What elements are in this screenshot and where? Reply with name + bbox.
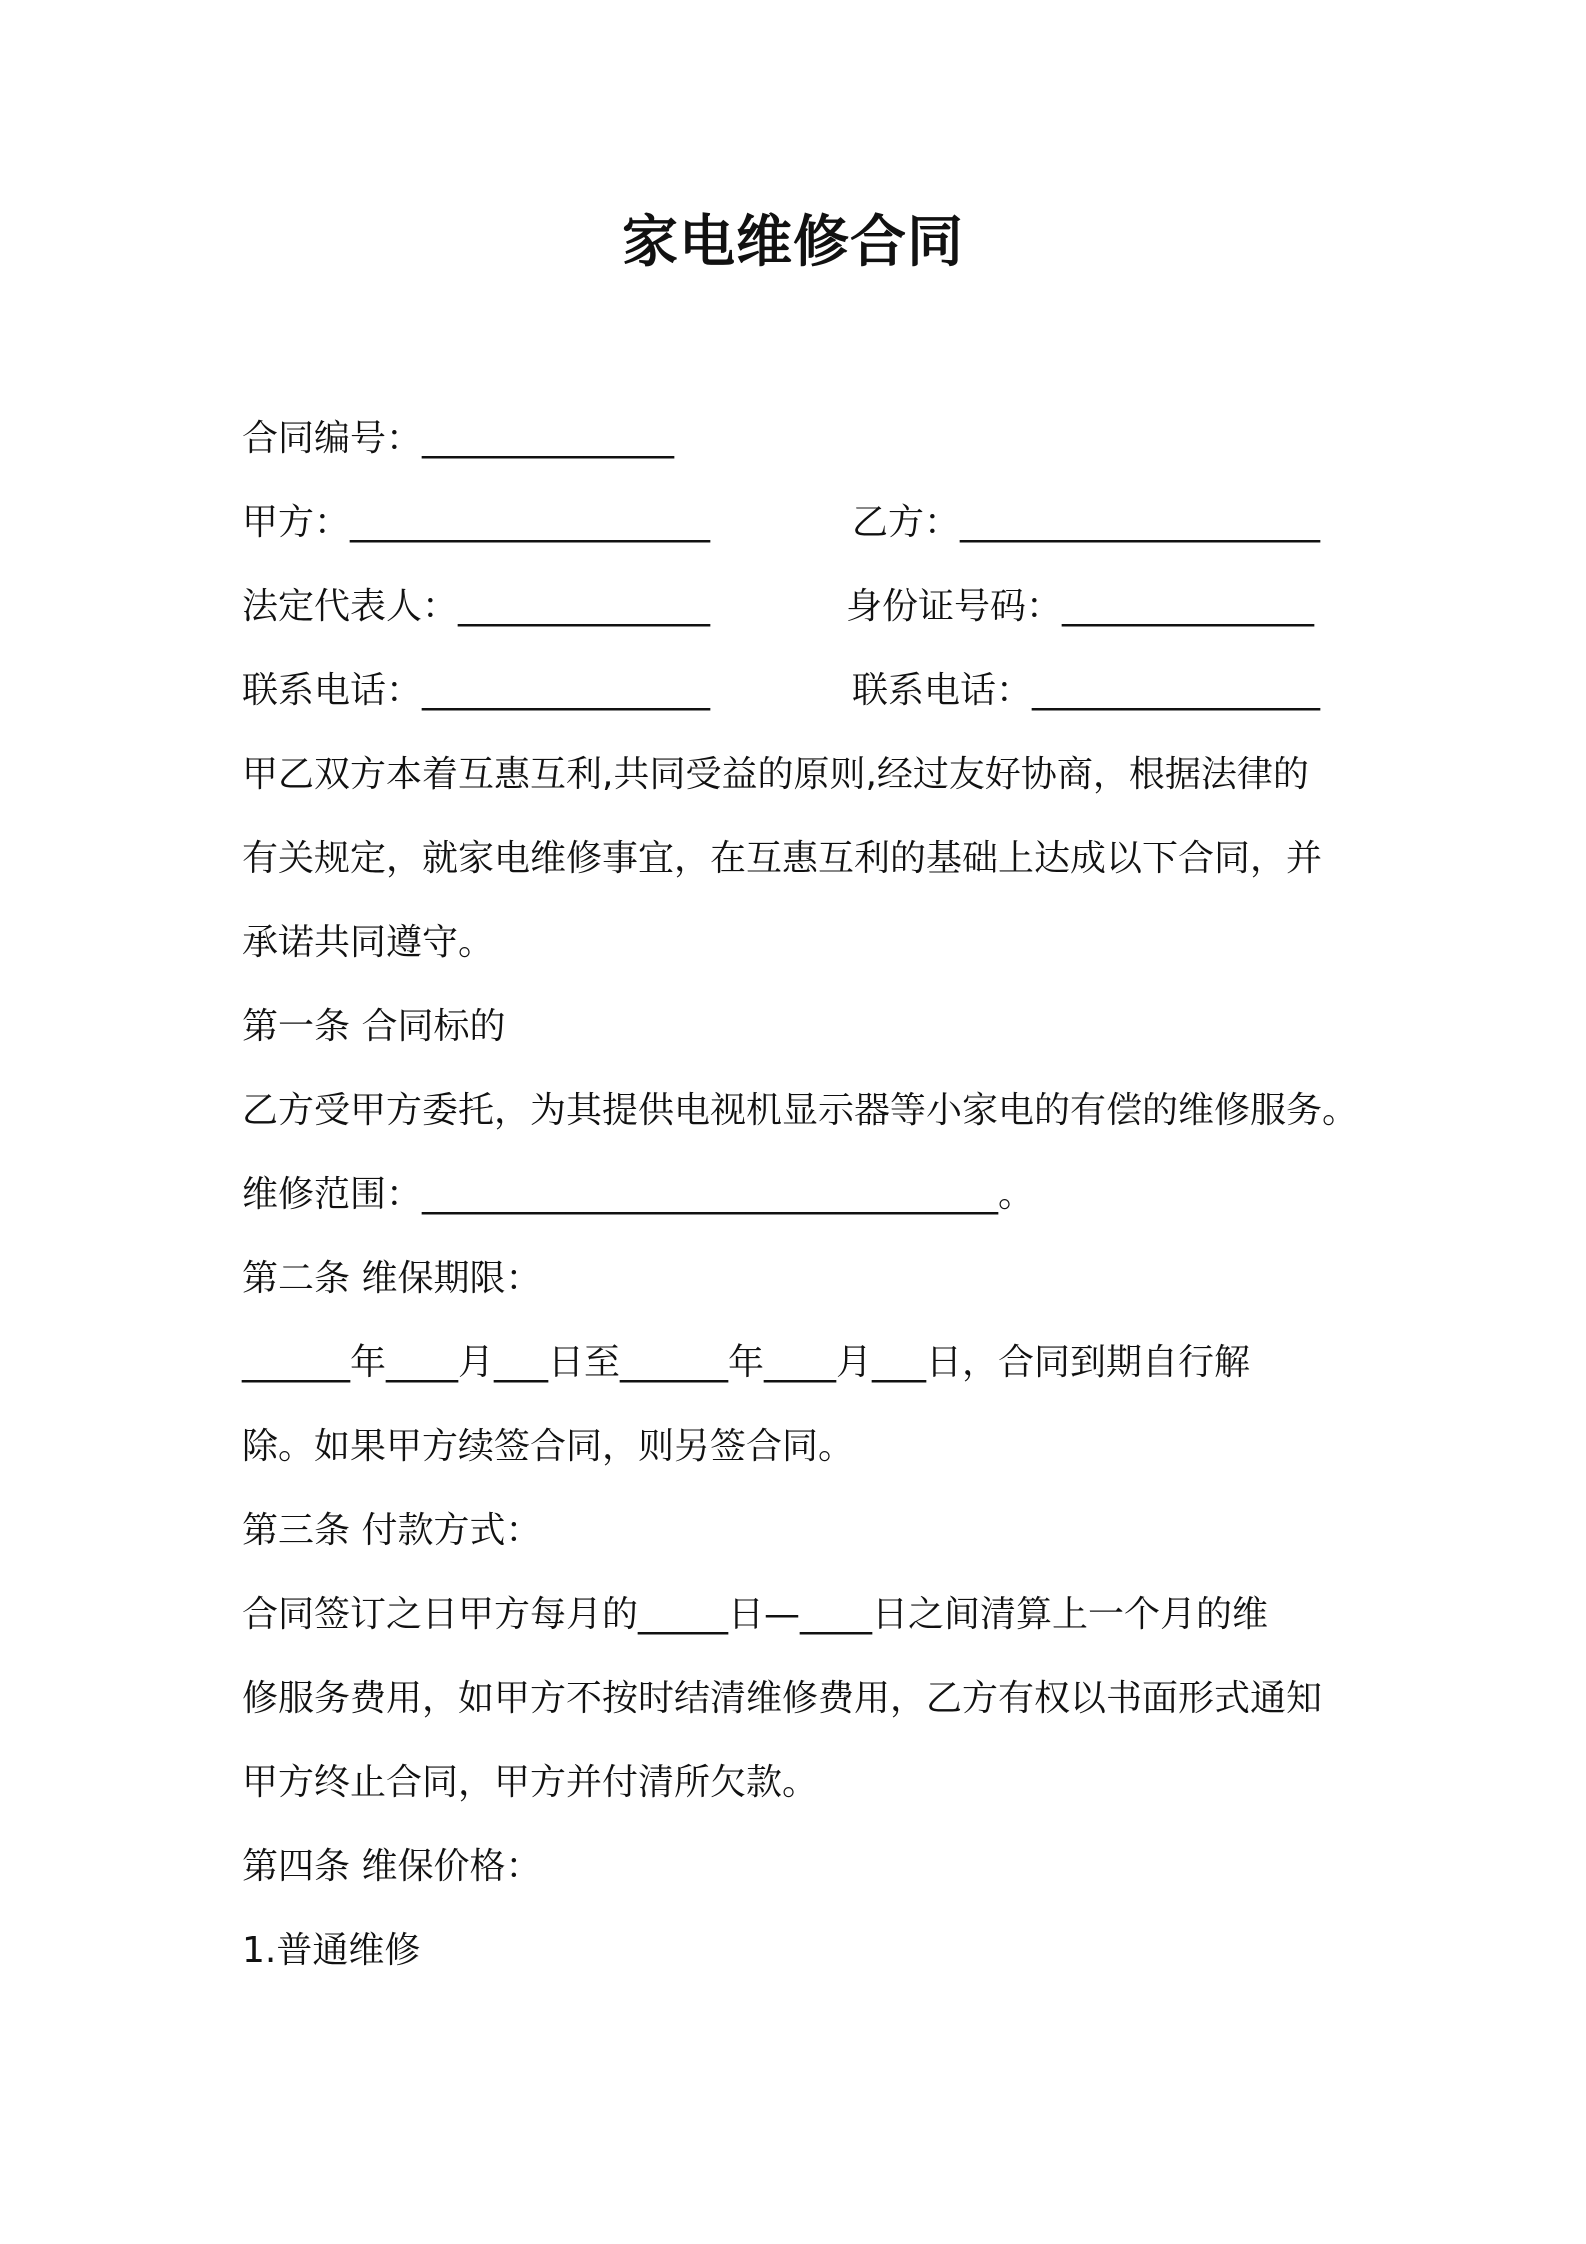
article-4-item-1: 1.普通维修 <box>242 1930 421 1971</box>
phone-a-line: 联系电话：________________ <box>242 670 711 711</box>
article-3-text-line-3: 甲方终止合同，甲方并付清所欠款。 <box>242 1762 819 1803</box>
article-3-heading: 第三条 付款方式： <box>242 1510 542 1551</box>
party-b-line: 乙方：____________________ <box>852 502 1321 543</box>
article-2-text-line-2: 除。如果甲方续签合同，则另签合同。 <box>242 1426 855 1467</box>
article-2-text-line-1: ______年____月___日至______年____月___日，合同到期自行解 <box>242 1342 1251 1383</box>
article-2-heading: 第二条 维保期限： <box>242 1258 542 1299</box>
article-1-text: 乙方受甲方委托，为其提供电视机显示器等小家电的有偿的维修服务。 <box>242 1090 1359 1131</box>
intro-paragraph-line-3: 承诺共同遵守。 <box>242 922 495 963</box>
article-1-scope: 维修范围：________________________________。 <box>242 1174 1035 1215</box>
article-3-text-line-2: 修服务费用，如甲方不按时结清维修费用，乙方有权以书面形式通知 <box>242 1678 1323 1719</box>
article-4-heading: 第四条 维保价格： <box>242 1846 542 1887</box>
party-a-line: 甲方：____________________ <box>242 502 711 543</box>
id-number-line: 身份证号码：______________ <box>846 586 1315 627</box>
phone-b-line: 联系电话：________________ <box>852 670 1321 711</box>
legal-representative-line: 法定代表人：______________ <box>242 586 711 627</box>
document-title: 家电维修合同 <box>622 210 964 275</box>
intro-paragraph-line-2: 有关规定，就家电维修事宜，在互惠互利的基础上达成以下合同，并 <box>242 838 1323 879</box>
contract-number-line: 合同编号：______________ <box>242 418 675 459</box>
article-3-text-line-1: 合同签订之日甲方每月的_____日—____日之间清算上一个月的维 <box>242 1594 1269 1635</box>
intro-paragraph-line-1: 甲乙双方本着互惠互利,共同受益的原则,经过友好协商，根据法律的 <box>242 754 1309 795</box>
article-1-heading: 第一条 合同标的 <box>242 1006 506 1047</box>
